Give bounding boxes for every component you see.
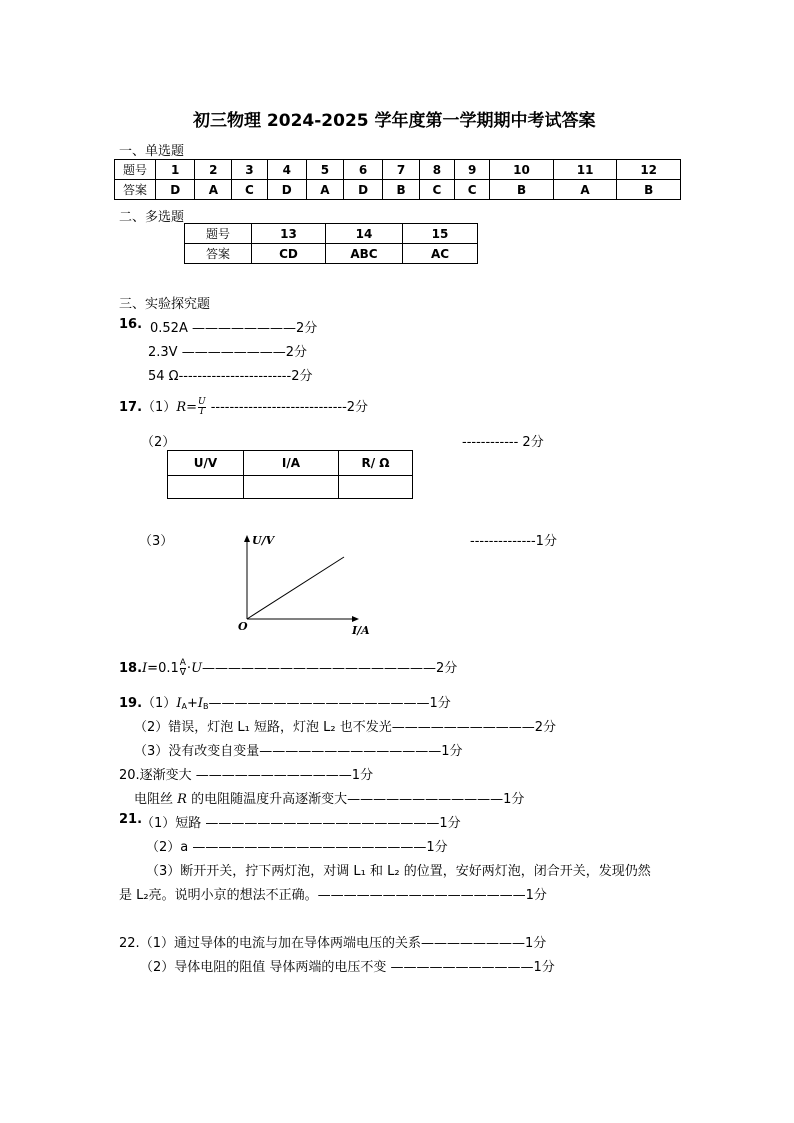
empty-cell (339, 476, 413, 499)
row-header-number: 题号 (185, 224, 252, 244)
fraction-numerator: U (198, 397, 206, 407)
question-number: 1 (156, 160, 195, 180)
answer-cell: C (419, 180, 454, 200)
x-axis-arrow-icon (352, 616, 359, 622)
row-header-answer: 答案 (185, 244, 252, 264)
answer-cell: D (267, 180, 306, 200)
table-row (185, 244, 478, 264)
answer-cell: C (232, 180, 267, 200)
origin-label: O (238, 620, 248, 633)
question-number-22: 22. (119, 936, 140, 951)
question-number: 7 (383, 160, 419, 180)
question-number-16: 16. (119, 317, 143, 332)
table-row (168, 451, 413, 476)
question-number: 6 (343, 160, 382, 180)
plus-sign: + (186, 696, 198, 711)
q16-answer-line-3: 54 Ω------------------------2分 (148, 369, 313, 384)
answer-cell: D (343, 180, 382, 200)
q18-answer (119, 657, 457, 678)
page-title: 初三物理 2024-2025 学年度第一学期期中考试答案 (193, 111, 596, 131)
q20-text-a: 电阻丝 (134, 792, 178, 807)
part-label: （1） (142, 696, 177, 711)
proportional-line (247, 557, 344, 619)
q17-part-3-label: （3） (139, 534, 174, 549)
question-number-21: 21. (119, 812, 143, 827)
q16-answer-line-2: 2.3V ————————2分 (148, 345, 307, 360)
row-header-answer: 答案 (115, 180, 156, 200)
multiply-dot: · (186, 661, 192, 676)
table-row (168, 476, 413, 499)
multiple-choice-answer-table (184, 223, 478, 264)
question-number: 3 (232, 160, 267, 180)
answer-cell: A (306, 180, 343, 200)
resistor-symbol: R (177, 792, 187, 807)
question-number-17: 17. (119, 400, 143, 415)
q17-part-3-score: --------------1分 (470, 534, 557, 549)
answer-cell: B (490, 180, 554, 200)
answer-cell: D (156, 180, 195, 200)
score-text: ——————————————————2分 (202, 661, 458, 676)
formula-fraction (198, 398, 206, 417)
q21-part-3-line-2: 是 L₂亮。说明小京的想法不正确。————————————————1分 (119, 888, 547, 903)
question-number: 11 (553, 160, 617, 180)
current-b-symbol: I (197, 696, 203, 711)
q17-part-1 (119, 396, 368, 417)
section-heading-experiment: 三、实验探究题 (119, 297, 211, 312)
table-header-resistance: R/ Ω (339, 451, 413, 476)
x-axis-label: I/A (352, 624, 370, 637)
single-choice-answer-table (114, 159, 681, 200)
q19-part-3: （3）没有改变自变量——————————————1分 (134, 744, 463, 759)
question-number: 5 (306, 160, 343, 180)
row-header-number: 题号 (115, 160, 156, 180)
question-number-18: 18. (119, 661, 143, 676)
empty-cell (244, 476, 339, 499)
voltage-symbol: U (191, 661, 203, 676)
question-number: 4 (267, 160, 306, 180)
q19-part-2: （2）错误，灯泡 L₁ 短路，灯泡 L₂ 也不发光———————————2分 (134, 720, 556, 735)
q17-data-table (167, 450, 413, 499)
question-number: 8 (419, 160, 454, 180)
current-a-subscript: A (181, 702, 187, 711)
table-header-voltage: U/V (168, 451, 244, 476)
section-heading-multiple-choice: 二、多选题 (119, 210, 185, 225)
part-label: （1） (142, 400, 177, 415)
q19-part-1 (119, 692, 451, 711)
current-b-subscript: B (202, 702, 209, 711)
q20-line-2 (134, 788, 524, 807)
q17-part-2-label: （2） (141, 435, 176, 450)
answer-cell: C (455, 180, 490, 200)
question-number: 12 (617, 160, 681, 180)
q16-answer-line-1: 0.52A ————————2分 (150, 321, 318, 336)
answer-cell: B (383, 180, 419, 200)
answer-cell: A (553, 180, 617, 200)
q22-part-1-text: （1）通过导体的电流与加在导体两端电压的关系————————1分 (139, 936, 547, 951)
question-number: 14 (326, 224, 403, 244)
question-number: 13 (252, 224, 326, 244)
q21-part-2: （2）a ——————————————————1分 (146, 840, 448, 855)
answer-cell: AC (403, 244, 478, 264)
answer-cell: B (617, 180, 681, 200)
unit-numerator: A (179, 658, 186, 668)
table-row (115, 160, 681, 180)
y-axis-label: U/V (252, 534, 275, 547)
answer-cell: A (195, 180, 232, 200)
question-number: 2 (195, 160, 232, 180)
current-a-symbol: I (176, 696, 182, 711)
table-row (185, 224, 478, 244)
fraction-denominator: I (200, 407, 204, 417)
score-text: -----------------------------2分 (206, 400, 369, 415)
table-row (115, 180, 681, 200)
answer-cell: ABC (326, 244, 403, 264)
unit-denominator: V (179, 668, 186, 678)
q22-part-1 (119, 932, 546, 951)
unit-fraction (180, 659, 186, 678)
score-text: —————————————————1分 (208, 696, 451, 711)
current-symbol: I (142, 661, 148, 676)
q20-line-1: 20.逐渐变大 ————————————1分 (119, 768, 374, 783)
q21-part-1: （1）短路 ——————————————————1分 (141, 816, 461, 831)
u-i-graph (236, 530, 376, 642)
y-axis-arrow-icon (244, 535, 250, 542)
q20-text-b: 的电阻随温度升高逐渐变大————————————1分 (186, 792, 525, 807)
q21-part-3-line-1: （3）断开开关，拧下两灯泡，对调 L₁ 和 L₂ 的位置，安好两灯泡，闭合开关，发现仍然 (146, 864, 651, 879)
formula-lhs: R= (176, 400, 197, 415)
q17-part-2-score: ------------ 2分 (462, 435, 544, 450)
question-number: 15 (403, 224, 478, 244)
empty-cell (168, 476, 244, 499)
question-number: 9 (455, 160, 490, 180)
table-header-current: I/A (244, 451, 339, 476)
question-number-19: 19. (119, 696, 143, 711)
question-number: 10 (490, 160, 554, 180)
coefficient: =0.1 (147, 661, 179, 676)
q22-part-2: （2）导体电阻的阻值 导体两端的电压不变 ———————————1分 (140, 960, 555, 975)
section-heading-single-choice: 一、单选题 (119, 144, 185, 159)
answer-cell: CD (252, 244, 326, 264)
